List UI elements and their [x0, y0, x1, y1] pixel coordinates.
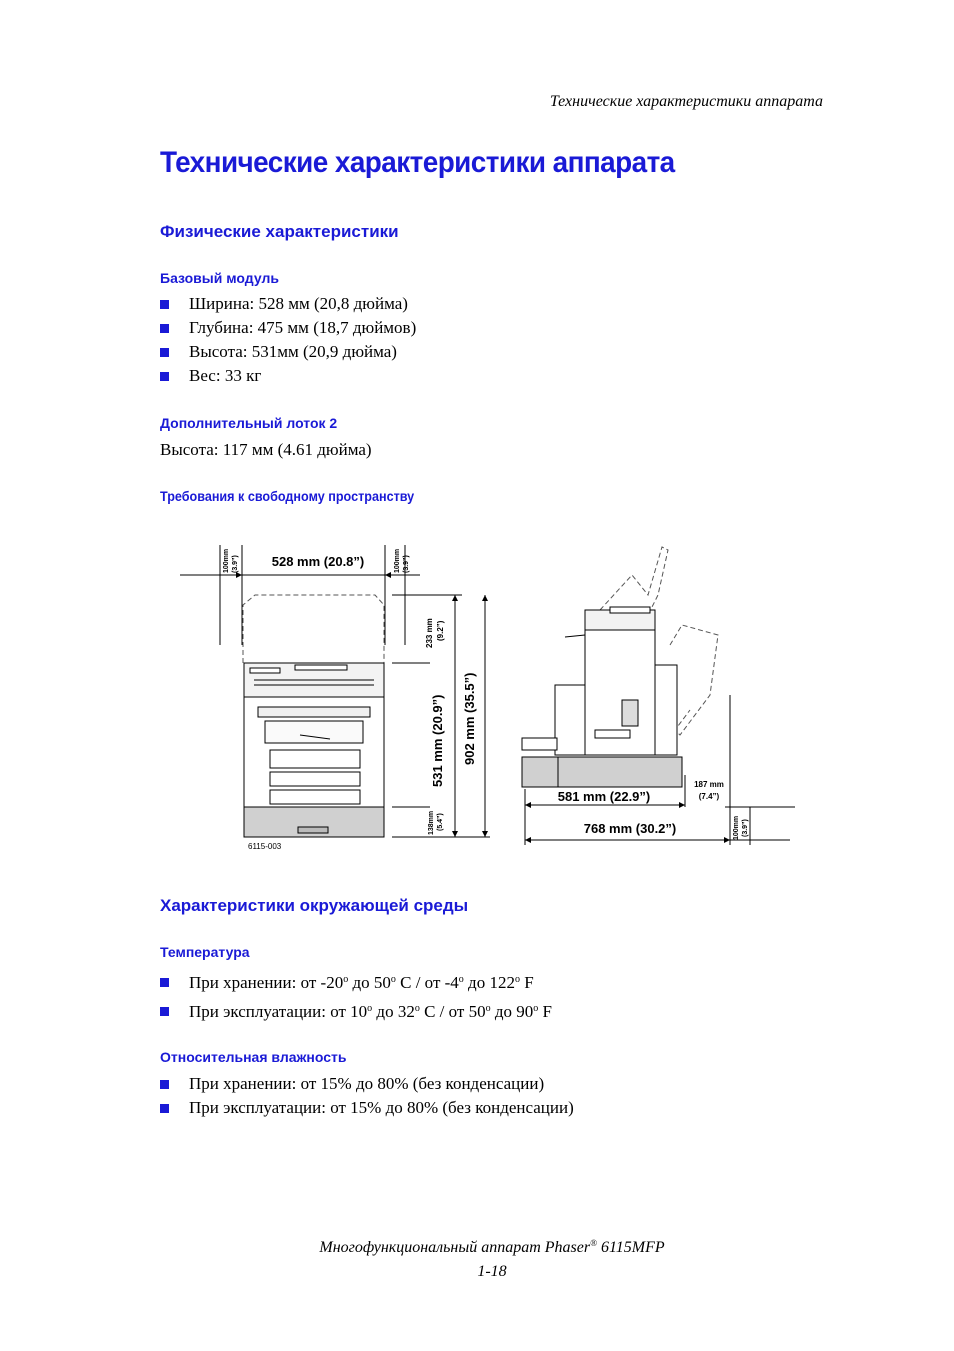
- list-item: Глубина: 475 мм (18,7 дюймов): [160, 316, 416, 340]
- front-cover: [265, 721, 363, 743]
- side-clearance-left-mm: 100mm: [223, 548, 230, 573]
- side-feeder: [610, 607, 650, 613]
- arrow-head: [452, 595, 458, 601]
- side-paper-tray: [522, 738, 557, 750]
- side-clearance-left-in: (3.9”): [232, 555, 239, 573]
- manual-feed: [270, 790, 360, 804]
- depth-label: 581 mm (22.9”): [557, 789, 651, 804]
- base-height-label: 531 mm (20.9”): [430, 694, 445, 787]
- list-item: При хранении: от 15% до 80% (без конденсации): [160, 1072, 574, 1096]
- list-item: Ширина: 528 мм (20,8 дюйма): [160, 292, 416, 316]
- arrow-head: [525, 802, 531, 808]
- humidity-list: [160, 1072, 574, 1120]
- side-vent: [622, 700, 638, 726]
- footer-product: Многофункциональный аппарат Phaser® 6115MFP: [319, 1238, 665, 1256]
- tray-height-mm: 138mm: [428, 810, 435, 835]
- bullet-square-icon: [160, 978, 169, 987]
- page-title: Технические характеристики аппарата: [160, 146, 675, 179]
- bullet-square-icon: [160, 1080, 169, 1089]
- subheading-tray2: Дополнительный лоток 2: [160, 415, 338, 431]
- rear-gap-mm: 100mm: [733, 815, 740, 840]
- bullet-square-icon: [160, 300, 169, 309]
- section-heading-physical: Физические характеристики: [160, 222, 399, 241]
- paper-tray-1b: [270, 772, 360, 786]
- list-item: При хранении: от -20$^o$ до 50$^o$ C / от -4$^o$ до 122$^o$ F: [160, 970, 552, 999]
- temperature-list: [160, 970, 552, 1028]
- bullet-square-icon: [160, 348, 169, 357]
- list-item: Высота: 531мм (20,9 дюйма): [160, 340, 416, 364]
- arrow-head: [724, 837, 730, 843]
- rear-clearance-mm: 187 mm: [694, 780, 724, 789]
- output-tray: [258, 707, 370, 717]
- subheading-clearance: Требования к свободному пространству: [160, 488, 415, 504]
- bullet-square-icon: [160, 324, 169, 333]
- tray2-height: Высота: 117 мм (4.61 дюйма): [160, 440, 372, 459]
- bullet-square-icon: [160, 1007, 169, 1016]
- subheading-base-module: Базовый модуль: [160, 270, 279, 286]
- list-item: При эксплуатации: от 10$^o$ до 32$^o$ C / от 50$^o$ до 90$^o$ F: [160, 999, 552, 1028]
- list-item: При эксплуатации: от 15% до 80% (без конденсации): [160, 1096, 574, 1120]
- arrow-head: [679, 802, 685, 808]
- arrow-head: [452, 831, 458, 837]
- width-label: 528 mm (20.8”): [271, 554, 365, 569]
- clearance-diagram: [170, 535, 810, 855]
- base-module-list: [160, 292, 416, 388]
- clearance-envelope: [243, 595, 384, 663]
- arrow-head: [525, 837, 531, 843]
- paper-tray-1: [270, 750, 360, 768]
- arrow-head: [482, 831, 488, 837]
- document-feeder: [295, 665, 347, 670]
- bullet-square-icon: [160, 1104, 169, 1113]
- page-number: 1-18: [477, 1263, 507, 1280]
- top-clearance-in: (9.2”): [436, 620, 445, 641]
- top-clearance-mm: 233 mm: [425, 618, 434, 648]
- total-height-label: 902 mm (35.5”): [462, 672, 477, 765]
- total-depth-label: 768 mm (30.2”): [583, 821, 677, 836]
- side-panel: [565, 635, 585, 637]
- bullet-square-icon: [160, 372, 169, 381]
- running-header: Технические характеристики аппарата: [549, 93, 823, 110]
- side-clearance-right-in: (3.9”): [403, 555, 410, 573]
- tray-height-in: (5.4”): [437, 813, 444, 831]
- rear-clearance-in: (7.4”): [698, 792, 720, 801]
- side-handle: [595, 730, 630, 738]
- arrow-head: [482, 595, 488, 601]
- rear-gap-in: (3.9”): [742, 819, 749, 837]
- side-clearance-right-mm: 100mm: [394, 548, 401, 573]
- figure-id: 6115-003: [248, 842, 282, 851]
- page-footer: [0, 1236, 954, 1284]
- section-heading-environment: Характеристики окружающей среды: [160, 896, 469, 915]
- side-tray2: [522, 757, 682, 787]
- tray2-handle: [298, 827, 328, 833]
- side-rear: [655, 665, 677, 755]
- scanner-panel: [250, 668, 280, 673]
- arrow-head: [385, 572, 391, 578]
- subheading-humidity: Относительная влажность: [160, 1049, 347, 1065]
- side-front: [555, 685, 585, 755]
- list-item: Вес: 33 кг: [160, 364, 416, 388]
- subheading-temperature: Температура: [160, 944, 250, 960]
